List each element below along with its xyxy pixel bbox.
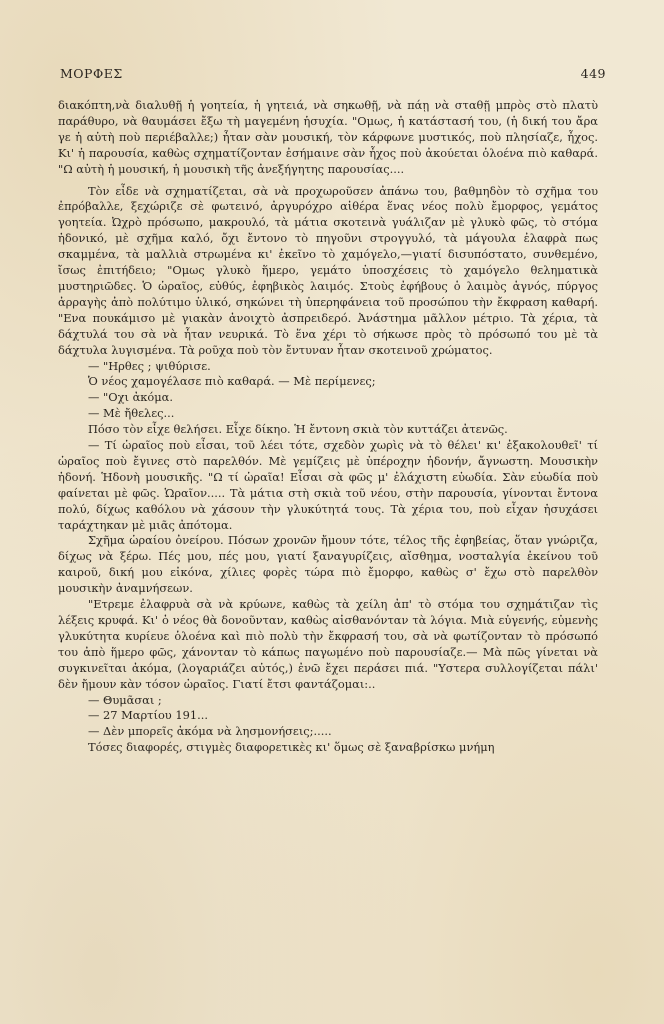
dialogue-line: — "Οχι ἀκόμα. bbox=[88, 390, 173, 405]
dialogue-line: Ὁ νέος χαμογέλασε πιὸ καθαρά. — Μὲ περίμενες; bbox=[88, 374, 376, 389]
paragraph: Τὸν εἶδε νὰ σχηματίζεται, σὰ νὰ προχωροῦσεν ἀπάνω του, βαθμηδὸν τὸ σχῆμα του ἐπρόβαλλε, ξεχώριζε σὲ φωτεινό, ἀργυρόχρο αἰθέρα ἕνας νέος πολὺ ἔμορφος, γεμάτος γοητεία. Ὠχρὸ πρόσωπο, μακρουλό, τὰ μάτια σκοτεινὰ γυάλιζαν μὲ γλυκὸ φῶς, τὸ στόμα ἡδονικό, μὲ σχῆμα καλό, ὄχι ἔντονο τὸ πηγοῦνι στρογγυλό, τὰ μάγουλα ἐλαφρὰ πως σκαμμένα, τὰ μαλλιὰ στρωμένα κι' ἐκεῖνο τὸ χαμόγελο,—γιατί δισυπόστατο, συνθεμένο, ἴσως ἐπιτήδειο; "Ομως γλυκὸ ἥμερο, γεμάτο ὑποσχέσεις τὸ χαμόγελο θεληματικὰ μυστηριῶδες. Ὁ ὡραῖος, εὐθύς, ἐφηβικὸς λαιμός. Στοὺς ἐφήβους ὁ λαιμὸς ἁγνός, πύργος ἀρραγὴς ἀπὸ πολύτιμο ὑλικό, σηκώνει τὴ ὑπερηφάνεια τοῦ προσώπου τὴν ἔκφραση καθαρή. "Ενα πουκάμισο μὲ γιακὰν ἀνοιχτὸ ἀσπρειδερό. Ἀνάστημα μᾶλλον μέτριο. Τὰ χέρια, τὰ δάχτυλά του σὰ νὰ ἦταν νευρικά. Τὸ ἕνα χέρι τὸ σήκωσε πρὸς τὸ πρόσωπό του μὲ τὰ δάχτυλα λυγισμένα. Τὰ ροῦχα ποὺ τὸν ἔντυναν ἦταν σκοτεινοῦ χρώματος. bbox=[58, 183, 598, 357]
paragraph: Τόσες διαφορές, στιγμὲς διαφορετικὲς κι' ὅμως σὲ ξαναβρίσκω μνήμη bbox=[88, 740, 495, 755]
running-title: ΜΟΡΦΕΣ bbox=[60, 66, 123, 81]
running-header bbox=[60, 66, 606, 81]
paragraph: διακόπτη,νὰ διαλυθῇ ἡ γοητεία, ἡ γητειά, νὰ σηκωθῇ, νὰ πάῃ νὰ σταθῇ μπρὸς στὸ πλατὺ παράθυρο, νὰ θαυμάσει ἔξω τὴ μαγεμένη ἡσυχία. "Ομως, ἡ κατάστασή του, (ἡ δική του ἄρα γε ἡ αὐτὴ ποὺ περιέβαλλε;) ἦταν σὰν μουσική, τὸν κάρφωνε μυστικός, ποὺ πλησίαζε, ἦχος. Κι' ἡ παρουσία, καθὼς σχηματίζονταν ἐσήμαινε σὰν ἦχος ποὺ ἀκούεται ὁλοένα πιὸ καθαρά. "Ω αὐτὴ ἡ μουσική, ἡ μουσικὴ τῆς ἀνεξήγητης παρουσίας.... bbox=[58, 98, 598, 176]
paragraph: — Τί ὡραῖος ποὺ εἶσαι, τοῦ λέει τότε, σχεδὸν χωρὶς νὰ τὸ θέλει' κι' ἐξακολουθεῖ' τί ὡραῖος ποὺ ἔγινες στὸ παρελθόν. Μὲ γεμίζεις μὲ ὑπέροχην ἡδονήν, ἄγνωστη. Μουσικὴν ἡδονή. Ἡδονὴ μουσικῆς. "Ω τί ὡραῖα! Εἶσαι σὰ φῶς μ' ἐλάχιστη εὐωδία. Σὰν εὐωδία ποὺ φαίνεται μὲ φῶς. Ὡραῖον..... Τὰ μάτια στὴ σκιὰ τοῦ νέου, στὴν παρουσία, γίνονται ἔντονα πολύ, δίχως καθόλου νὰ χάσουν τὴν γλυκύτητά τους. Τὰ χέρια του, ποὺ εἶχαν ἡσυχάσει ταράχτηκαν μὲ μιᾶς ἀπότομα. bbox=[58, 438, 598, 532]
page-number: 449 bbox=[580, 66, 606, 81]
dialogue-line: — Θυμᾶσαι ; bbox=[88, 692, 162, 707]
dialogue-line: — Μὲ ἤθελες... bbox=[88, 406, 175, 421]
dialogue-line: — 27 Μαρτίου 191... bbox=[88, 708, 208, 723]
dialogue-line: — Δὲν μπορεῖς ἀκόμα νὰ λησμονήσεις;..... bbox=[88, 724, 332, 739]
paragraph: Πόσο τὸν εἶχε θελήσει. Εἶχε δίκηο. Ἡ ἔντονη σκιὰ τὸν κυττάζει ἀτενῶς. bbox=[88, 422, 508, 437]
body-text bbox=[58, 98, 598, 756]
dialogue-line: — "Ηρθες ; ψιθύρισε. bbox=[88, 358, 211, 373]
paragraph: Σχῆμα ὡραίου ὀνείρου. Πόσων χρονῶν ἤμουν τότε, τέλος τῆς ἐφηβείας, ὅταν γνώριζα, δίχως νὰ ξέρω. Πές μου, πές μου, γιατί ξαναγυρίζεις, αἴσθημα, νοσταλγία ἐκείνου τοῦ καιροῦ, δική μου εἰκόνα, χίλιες φορὲς τώρα πιὸ ἔμορφο, καθὼς σ' ἔχω στὸ παρελθὸν μουσικὴν ἀναμνήσεων. bbox=[58, 533, 598, 596]
paragraph: "Ετρεμε ἐλαφρυὰ σὰ νὰ κρύωνε, καθὼς τὰ χείλη ἀπ' τὸ στόμα του σχημάτιζαν τὶς λέξεις κρυφά. Κι' ὁ νέος θὰ δονοῦνταν, καθὼς αἰσθανόνταν τὰ λόγια. Μιὰ εὐγενής, εὐμενὴς γλυκύτητα κυρίευε ὁλοένα καὶ πιὸ πολὺ τὴν ἔκφρασή του, σὰ νὰ φωτίζονταν τὸ πρόσωπό του ἀπὸ ἥμερο φῶς, χάνονταν τὸ κάπως παγωμένο ποὺ παρουσίαζε.— Μὰ πῶς γίνεται νὰ συγκινεῖται ἀκόμα, (λογαριάζει αὐτός,) ἐνῶ ἔχει περάσει πιά. "Υστερα συλλογίζεται πάλι' δὲν ἤμουν κὰν τόσον ὡραῖος. Γιατί ἔτσι φαντάζομαι:.. bbox=[58, 597, 598, 691]
